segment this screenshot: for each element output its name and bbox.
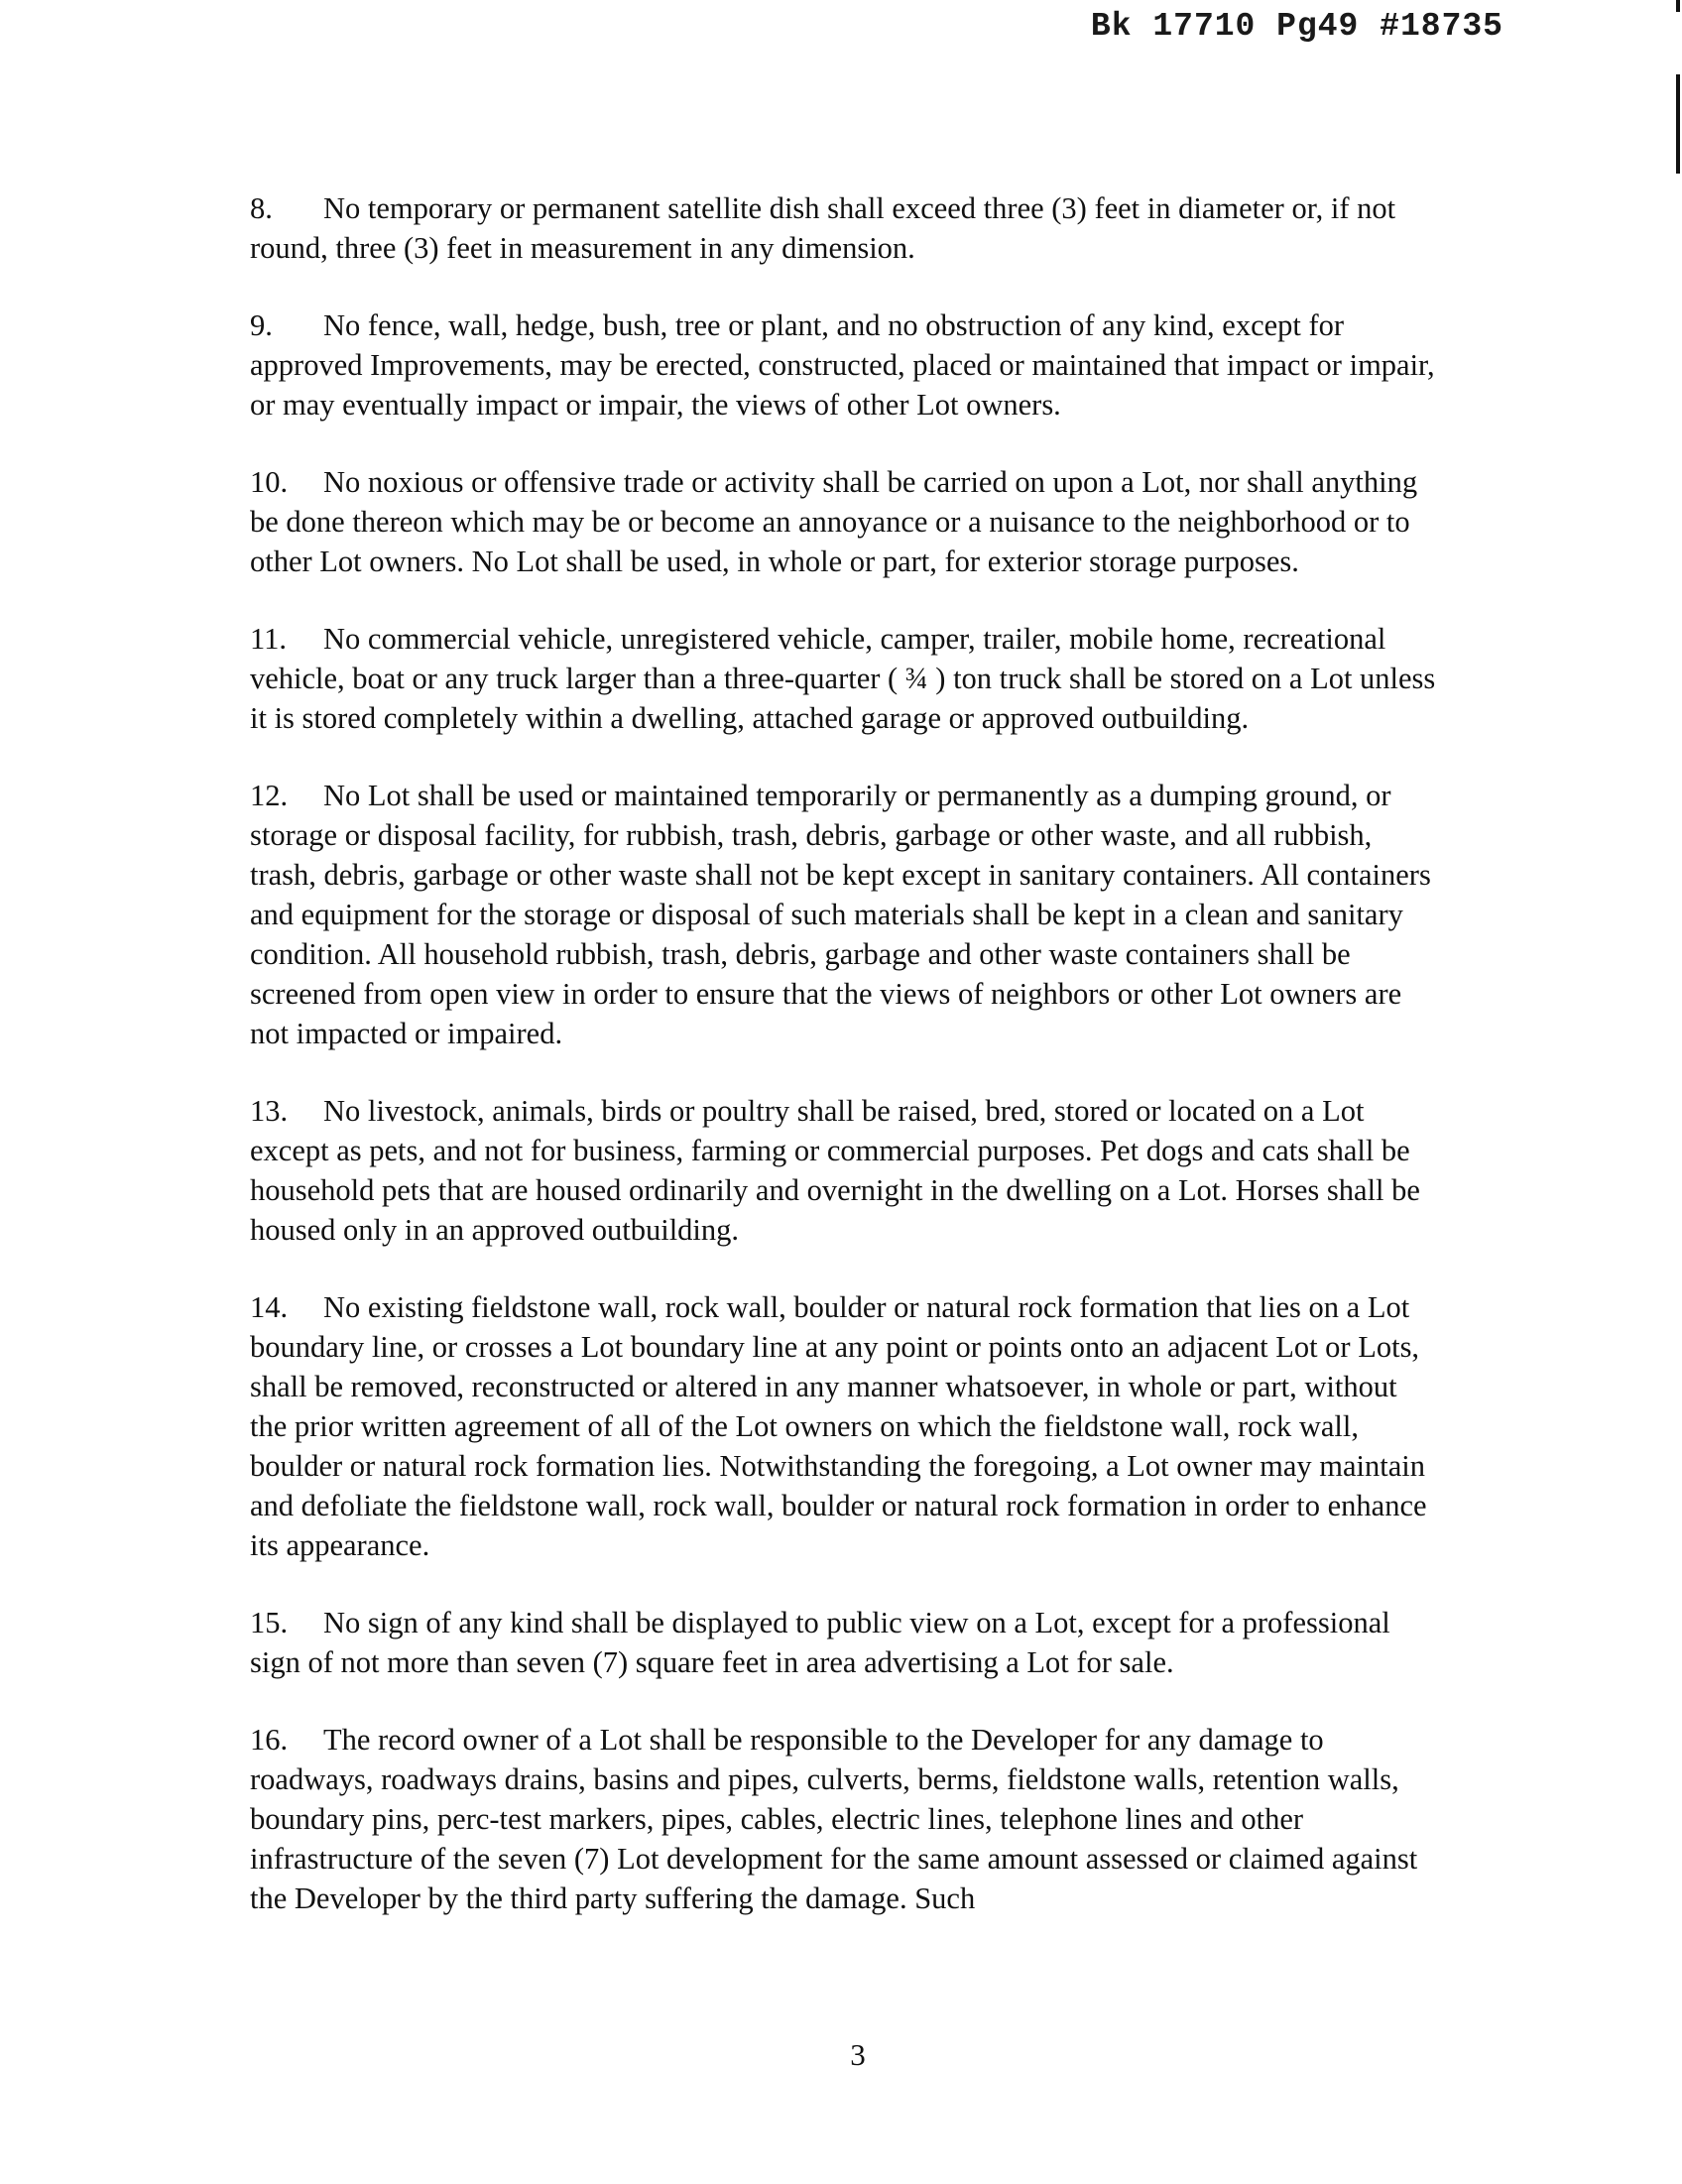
page-number: 3	[850, 2037, 866, 2072]
paragraph-text: No livestock, animals, birds or poultry shall be raised, bred, stored or located on a Lot except as pets, and not for business, farming or commercial purposes. Pet dogs and cats shall be household pets that are housed ordinarily and overnight in the dwelling on a Lot. Horses shall be housed only in an approved outbuilding.	[250, 1094, 1420, 1247]
paragraph-text: No noxious or offensive trade or activity shall be carried on upon a Lot, nor shall anything be done thereon which may be or become an annoyance or a nuisance to the neighborhood or to other Lot owners. No Lot shall be used, in whole or part, for exterior storage purposes.	[250, 465, 1418, 578]
paragraph-number: 15.	[250, 1606, 289, 1639]
paragraph-text: No fence, wall, hedge, bush, tree or plant, and no obstruction of any kind, except for approved Improvements, may be erected, constructed, placed or maintained that impact or impair, or may eventually impact or impair, the views of other Lot owners.	[250, 308, 1435, 422]
paragraph-9	[250, 305, 1440, 425]
paragraph-number: 11.	[250, 622, 287, 656]
scan-edge-mark	[1676, 0, 1680, 12]
paragraph-text: No sign of any kind shall be displayed to public view on a Lot, except for a professional sign of not more than seven (7) square feet in area advertising a Lot for sale.	[250, 1606, 1390, 1679]
paragraph-16	[250, 1720, 1440, 1918]
document-body	[250, 188, 1440, 1956]
paragraph-11	[250, 619, 1440, 738]
record-stamp: Bk 17710 Pg49 #18735	[1090, 8, 1503, 45]
scan-edge-mark	[1676, 74, 1680, 174]
paragraph-13	[250, 1091, 1440, 1250]
paragraph-number: 8.	[250, 191, 273, 225]
paragraph-number: 16.	[250, 1723, 289, 1757]
paragraph-number: 12.	[250, 779, 289, 812]
paragraph-10	[250, 462, 1440, 581]
paragraph-8	[250, 188, 1440, 268]
paragraph-text: No existing fieldstone wall, rock wall, boulder or natural rock formation that lies on a Lot boundary line, or crosses a Lot boundary line at any point or points onto an adjacent Lot or Lots, shall be removed, reconstructed or altered in any manner whatsoever, in whole or part, without the prior written agreement of all of the Lot owners on which the fieldstone wall, rock wall, boulder or natural rock formation lies. Notwithstanding the foregoing, a Lot owner may maintain and defoliate the fieldstone wall, rock wall, boulder or natural rock formation in order to enhance its appearance.	[250, 1290, 1427, 1562]
paragraph-14	[250, 1287, 1440, 1565]
paragraph-text: The record owner of a Lot shall be responsible to the Developer for any damage to roadways, roadways drains, basins and pipes, culverts, berms, fieldstone walls, retention walls, boundary pins, perc-test markers, pipes, cables, electric lines, telephone lines and other infrastructure of the seven (7) Lot development for the same amount assessed or claimed against the Developer by the third party suffering the damage. Such	[250, 1723, 1418, 1915]
paragraph-15	[250, 1603, 1440, 1682]
paragraph-12	[250, 776, 1440, 1053]
paragraph-text: No temporary or permanent satellite dish shall exceed three (3) feet in diameter or, if not round, three (3) feet in measurement in any dimension.	[250, 191, 1396, 265]
paragraph-number: 13.	[250, 1094, 289, 1128]
paragraph-number: 14.	[250, 1290, 289, 1324]
paragraph-text: No commercial vehicle, unregistered vehicle, camper, trailer, mobile home, recreational vehicle, boat or any truck larger than a three-quarter ( ¾ ) ton truck shall be stored on a Lot unless it is stored completely within a dwelling, attached garage or approved outbuilding.	[250, 622, 1436, 735]
paragraph-number: 10.	[250, 465, 289, 499]
paragraph-text: No Lot shall be used or maintained temporarily or permanently as a dumping ground, or storage or disposal facility, for rubbish, trash, debris, garbage or other waste, and all rubbish, trash, debris, garbage or other waste shall not be kept except in sanitary containers. All containers and equipment for the storage or disposal of such materials shall be kept in a clean and sanitary condition. All household rubbish, trash, debris, garbage and other waste containers shall be screened from open view in order to ensure that the views of neighbors or other Lot owners are not impacted or impaired.	[250, 779, 1431, 1050]
paragraph-number: 9.	[250, 308, 273, 342]
